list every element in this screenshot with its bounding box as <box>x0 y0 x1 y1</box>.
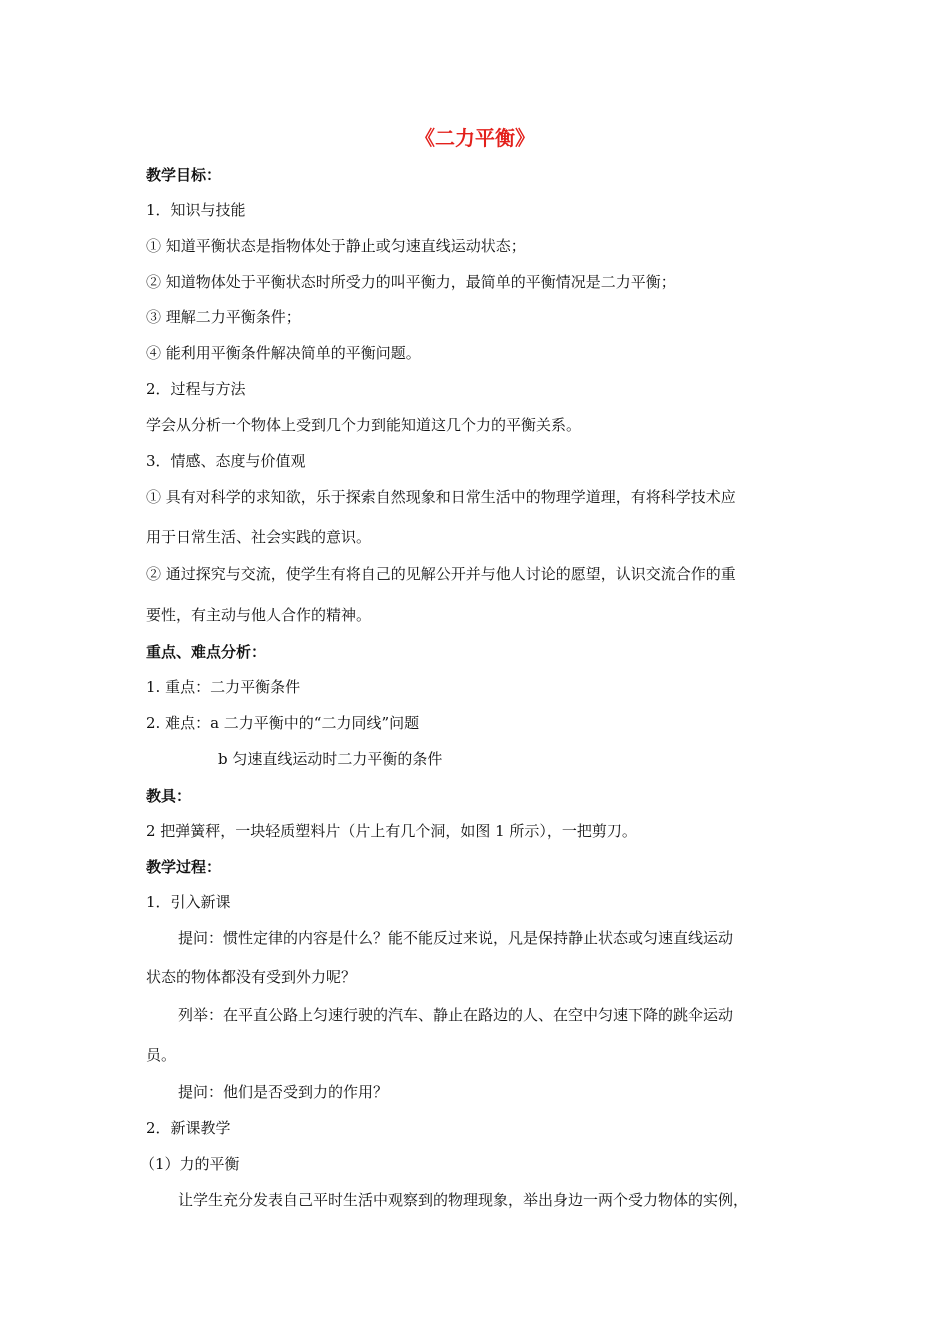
tools-text: 2 把弹簧秤，一块轻质塑料片（片上有几个洞，如图 1 所示），一把剪刀。 <box>146 822 637 840</box>
heading-key-difficult: 重点、难点分析： <box>146 643 267 661</box>
goal-process-text: 学会从分析一个物体上受到几个力到能知道这几个力的平衡关系。 <box>146 416 582 434</box>
heading-teaching-tools: 教具： <box>146 787 192 805</box>
goal-attitude-item-1-line1: ① 具有对科学的求知欲，乐于探索自然现象和日常生活中的物理学道理，有将科学技术应 <box>146 488 736 506</box>
goal-item-1: ① 知道平衡状态是指物体处于静止或匀速直线运动状态； <box>146 237 526 255</box>
process-question-2: 提问：他们是否受到力的作用？ <box>178 1083 389 1101</box>
key-point: 1. 重点：二力平衡条件 <box>146 678 301 696</box>
process-question-1-line2: 状态的物体都没有受到外力呢？ <box>146 968 357 986</box>
goal-process-method: 2．过程与方法 <box>146 380 246 398</box>
difficult-point-a: 2. 难点：a 二力平衡中的“二力同线”问题 <box>146 714 420 732</box>
heading-teaching-goals: 教学目标： <box>146 166 222 184</box>
goal-attitude-item-2-line1: ② 通过探究与交流，使学生有将自己的见解公开并与他人讨论的愿望，认识交流合作的重 <box>146 565 736 583</box>
goal-item-3: ③ 理解二力平衡条件； <box>146 308 301 326</box>
goal-knowledge-skills: 1．知识与技能 <box>146 201 246 219</box>
goal-item-2: ② 知道物体处于平衡状态时所受力的叫平衡力，最简单的平衡情况是二力平衡； <box>146 273 676 291</box>
heading-teaching-process: 教学过程： <box>146 858 222 876</box>
goal-attitude-item-1-line2: 用于日常生活、社会实践的意识。 <box>146 528 372 546</box>
goal-item-4: ④ 能利用平衡条件解决简单的平衡问题。 <box>146 344 421 362</box>
process-new-lesson: 2．新课教学 <box>146 1119 231 1137</box>
process-examples-line1: 列举：在平直公路上匀速行驶的汽车、静止在路边的人、在空中匀速下降的跳伞运动 <box>178 1006 734 1024</box>
document-title: 《二力平衡》 <box>415 126 535 150</box>
difficult-point-b: b 匀速直线运动时二力平衡的条件 <box>218 750 443 768</box>
process-intro: 1．引入新课 <box>146 893 231 911</box>
process-force-balance: （1）力的平衡 <box>140 1155 240 1173</box>
goal-attitude-item-2-line2: 要性，有主动与他人合作的精神。 <box>146 606 372 624</box>
process-examples-line2: 员。 <box>146 1046 177 1064</box>
process-question-1-line1: 提问：惯性定律的内容是什么？能不能反过来说，凡是保持静止状态或匀速直线运动 <box>178 929 734 947</box>
process-student-discussion: 让学生充分发表自己平时生活中观察到的物理现象，举出身边一两个受力物体的实例， <box>178 1191 749 1209</box>
goal-attitude-values: 3．情感、态度与价值观 <box>146 452 306 470</box>
